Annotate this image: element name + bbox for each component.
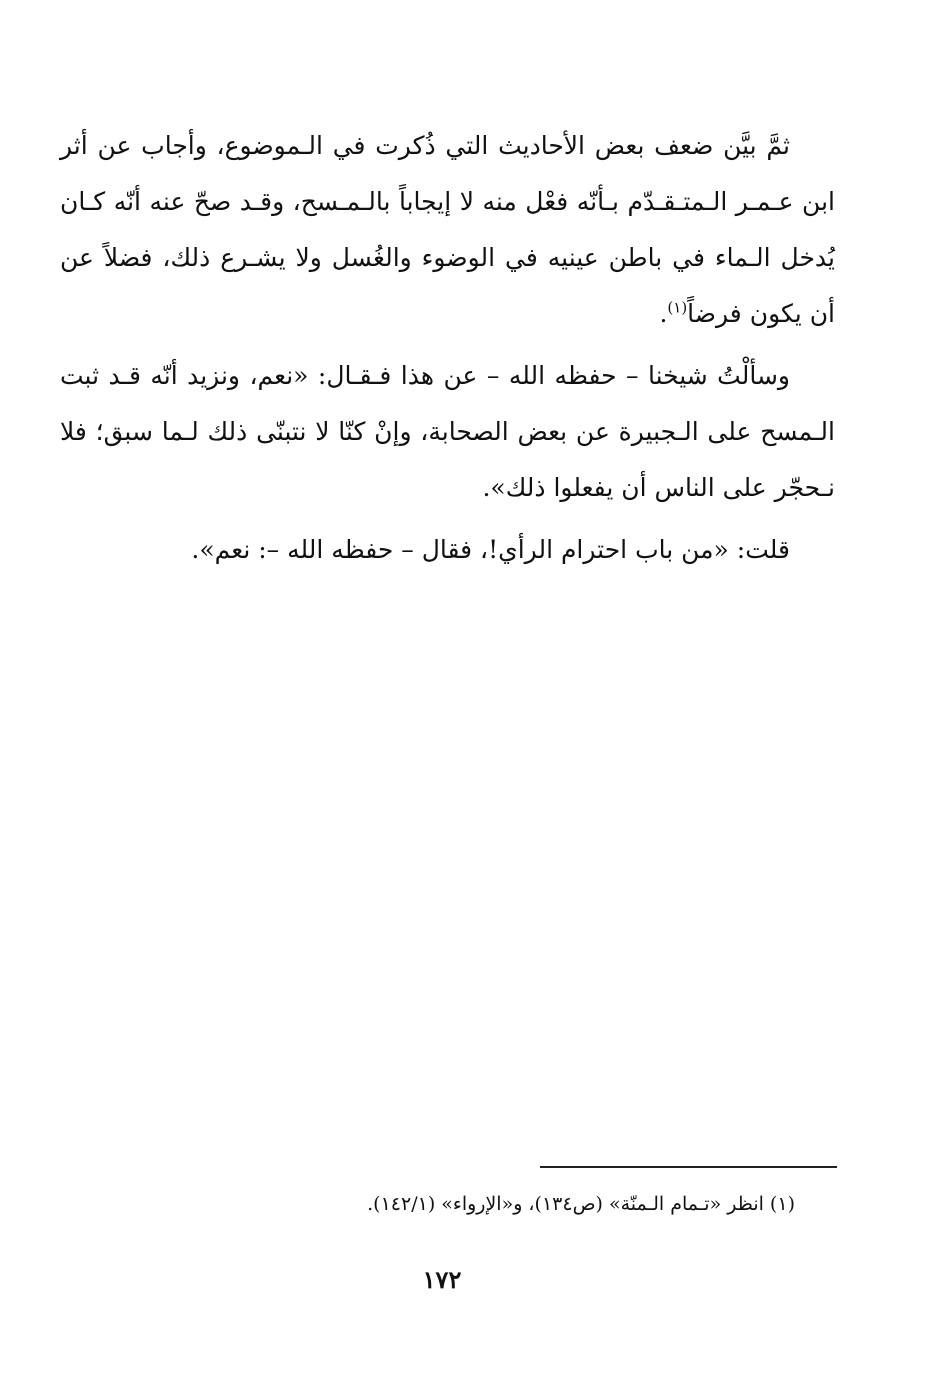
paragraph-1-text: ثمَّ بيَّن ضعف بعض الأحاديث التي ذُكرت في الـموضوع، وأجاب عن أثر ابن عـمـر الـمتـقـدّم بـأنّه فعْل منه لا إيجاباً بالـمـسح، وقـد صحّ عنه أنّه كـان يُدخل الـماء في باطن عينيه في الوضوء والغُسل ولا يشـرع ذلك، فضلاً عن أن يكون فرضاً [60,131,835,328]
paragraph-3: قلت: «من باب احترام الرأي!، فقال – حفظه الله –: نعم». [191,535,790,564]
paragraph-2: وسألْتُ شيخنا – حفظه الله – عن هذا فـقـال: «نعم، ونزيد أنّه قـد ثبت الـمسح على الـجبيرة عن بعض الصحابة، وإنْ كنّا لا نتبنّى ذلك لـما سبق؛ فلا نـحجّر على الناس أن يفعلوا ذلك». [60,361,835,502]
paragraph-1 [60,118,835,342]
main-text-block [60,118,835,584]
footnote-1: (١) انظر «تـمام الـمنّة» (ص١٣٤)، و«الإرواء» (١٤٢/١). [367,1193,795,1215]
paragraph-1-end: . [659,299,668,328]
page-number: ١٧٢ [422,1265,462,1294]
footnote-separator [540,1166,837,1168]
footnote-reference-1: (١) [667,298,688,317]
